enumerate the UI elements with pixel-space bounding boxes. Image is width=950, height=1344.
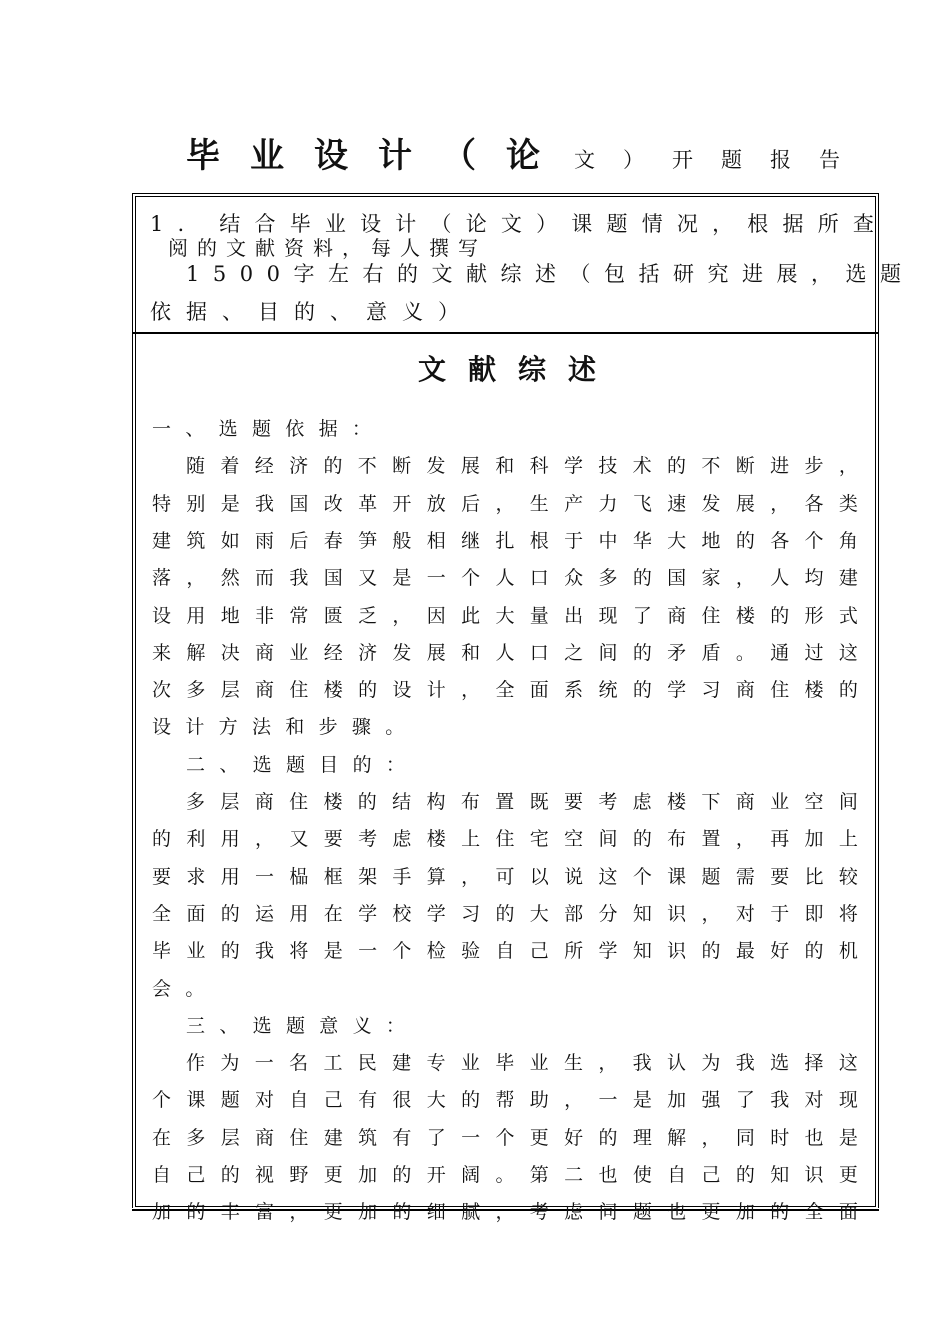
- body-line: 加 的 丰 富 ， 更 加 的 细 腻 ， 考 虑 问 题 也 更 加 的 全 面: [152, 1201, 858, 1224]
- body-line: 要 求 用 一 榀 框 架 手 算 ， 可 以 说 这 个 课 题 需 要 比 较: [152, 865, 858, 888]
- body-line: 全 面 的 运 用 在 学 校 学 习 的 大 部 分 知 识 ， 对 于 即 将: [152, 902, 858, 925]
- body-line: 的 利 用 ， 又 要 考 虑 楼 上 住 宅 空 间 的 布 置 ， 再 加 上: [152, 828, 858, 851]
- body-line: 二 、 选 题 目 的 ：: [186, 753, 405, 776]
- instruction-line-3: 1500字左右的文献综述（包括研究进展，选题: [186, 262, 915, 286]
- instruction-line-4: 依据、目的、意义）: [150, 300, 474, 324]
- body-line: 落 ， 然 而 我 国 又 是 一 个 人 口 众 多 的 国 家 ， 人 均 建: [152, 567, 858, 590]
- body-line: 特 别 是 我 国 改 革 开 放 后 ， 生 产 力 飞 速 发 展 ， 各 类: [152, 492, 858, 515]
- body-line: 自 己 的 视 野 更 加 的 开 阔 。 第 二 也 使 自 己 的 知 识 更: [152, 1164, 858, 1186]
- body-line: 一 、 选 题 依 据 ：: [152, 418, 371, 440]
- body-line: 会 。: [152, 977, 205, 1000]
- body-line: 毕 业 的 我 将 是 一 个 检 验 自 己 所 学 知 识 的 最 好 的 机: [152, 940, 858, 963]
- body-line: 个 课 题 对 自 己 有 很 大 的 帮 助 ， 一 是 加 强 了 我 对 现: [152, 1089, 858, 1112]
- instruction-line-2: 阅的文献资料，每人撰写: [168, 236, 487, 260]
- report-title-tail: 文）开题报告: [574, 148, 868, 172]
- body-line: 设 计 方 法 和 步 骤 。: [152, 716, 405, 739]
- body-line: 三 、 选 题 意 义 ：: [186, 1014, 405, 1037]
- body-line: 随 着 经 济 的 不 断 发 展 和 科 学 技 术 的 不 断 进 步 ，: [186, 455, 858, 478]
- body-line: 来 解 决 商 业 经 济 发 展 和 人 口 之 间 的 矛 盾 。 通 过 这: [152, 641, 858, 664]
- body-line: 在 多 层 商 住 建 筑 有 了 一 个 更 好 的 理 解 ， 同 时 也 是: [152, 1126, 858, 1149]
- body-line: 多 层 商 住 楼 的 结 构 布 置 既 要 考 虑 楼 下 商 业 空 间: [186, 791, 858, 813]
- body-line: 作 为 一 名 工 民 建 专 业 毕 业 生 ， 我 认 为 我 选 择 这: [186, 1052, 858, 1075]
- body-line: 次 多 层 商 住 楼 的 设 计 ， 全 面 系 统 的 学 习 商 住 楼 的: [152, 679, 858, 702]
- body-line: 建 筑 如 雨 后 春 笋 般 相 继 扎 根 于 中 华 大 地 的 各 个 角: [152, 529, 858, 552]
- section-heading: 文献综述: [418, 353, 619, 386]
- table-divider: [132, 332, 879, 334]
- body-line: 设 用 地 非 常 匮 乏 ， 因 此 大 量 出 现 了 商 住 楼 的 形 式: [152, 604, 858, 627]
- instruction-line-1: 1. 结合毕业设计（论文）课题情况，根据所查: [150, 212, 889, 236]
- report-title: [186, 128, 868, 178]
- report-title-main: 毕业设计（论: [186, 136, 570, 176]
